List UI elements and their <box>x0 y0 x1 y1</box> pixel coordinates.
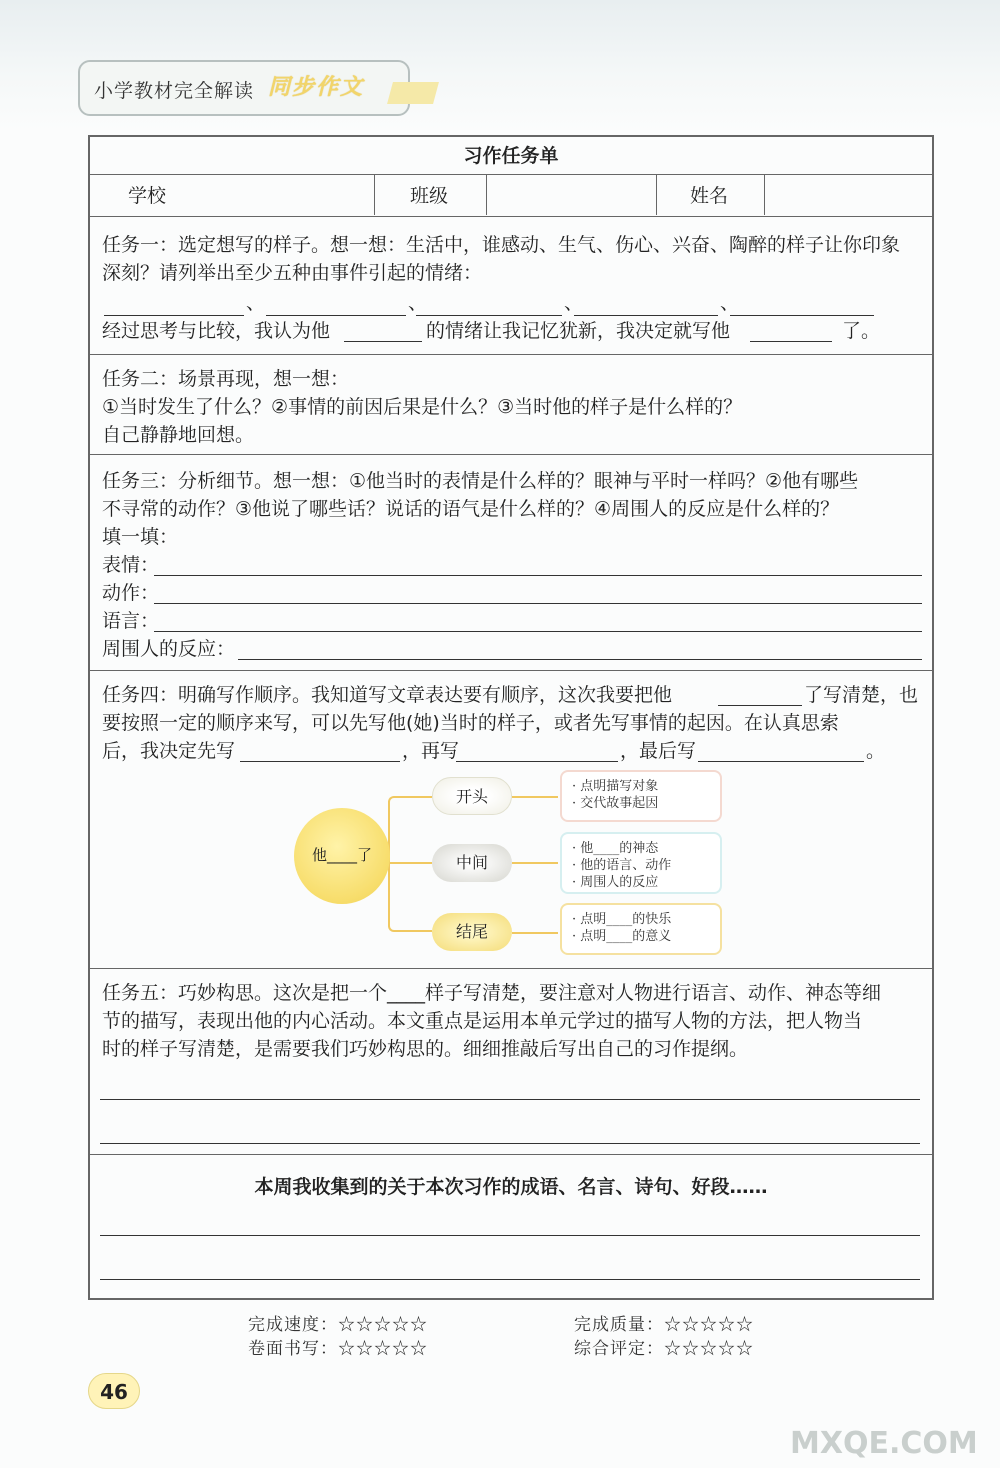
card-ending <box>560 903 722 955</box>
task4-blank-subject[interactable] <box>718 705 802 706</box>
card-item: · 他____的神态 <box>572 841 659 856</box>
task4-line3c: ，最后写 <box>620 740 697 762</box>
separator: 、 <box>720 292 740 314</box>
watermark: MXQE.COM <box>790 1426 978 1461</box>
first-write-blank[interactable] <box>240 761 400 762</box>
task1-sentence-a: 经过思考与比较，我认为他 <box>102 320 331 342</box>
task3-line1: 任务三：分析细节。想一想：①他当时的表情是什么样的？眼神与平时一样吗？②他有哪些 <box>102 470 859 492</box>
task1-sentence-b: 的情绪让我记忆犹新，我决定就写他 <box>426 320 731 342</box>
mindmap-connector <box>512 862 558 864</box>
header-tag-decoration <box>387 82 439 104</box>
task4-line3d: 。 <box>866 740 886 762</box>
task1-line2: 深刻？请列举出至少五种由事件引起的情绪： <box>102 262 483 284</box>
rating-writing: 卷面书写：☆☆☆☆☆ <box>248 1339 428 1359</box>
task4-line1b: 了写清楚，也 <box>804 684 919 706</box>
node-middle: 中间 <box>432 844 512 882</box>
task1-section <box>90 217 932 355</box>
reaction-line[interactable] <box>238 659 922 660</box>
mindmap-connector <box>388 862 432 864</box>
divider <box>374 175 375 215</box>
info-row <box>90 175 932 217</box>
book-header <box>78 60 410 116</box>
worksheet-title-row <box>90 137 932 175</box>
class-label: 班级 <box>410 185 449 207</box>
mindmap-connector <box>512 932 558 934</box>
task4-line3a: 后，我决定先写 <box>102 740 236 762</box>
outline-line-1[interactable] <box>100 1099 920 1100</box>
card-item: · 点明描写对象 <box>572 779 659 794</box>
collection-line-2[interactable] <box>100 1279 920 1280</box>
book-name: 小学教材完全解读 <box>94 80 255 102</box>
emotion-choice-blank[interactable] <box>344 341 422 342</box>
task5-section <box>90 969 932 1155</box>
task4-line2: 要按照一定的顺序来写，可以先写他(她)当时的样子，或者先写事情的起因。在认真思索 <box>102 712 839 734</box>
rating-speed: 完成速度：☆☆☆☆☆ <box>248 1315 428 1335</box>
task5-line2: 节的描写，表现出他的内心活动。本文重点是运用本单元学过的描写人物的方法，把人物当 <box>102 1010 863 1032</box>
reaction-label: 周围人的反应： <box>102 638 236 660</box>
mindmap-bracket <box>388 796 432 932</box>
card-item: · 点明____的快乐 <box>572 912 672 927</box>
separator: 、 <box>246 292 266 314</box>
task4-line1a: 任务四：明确写作顺序。我知道写文章表达要有顺序，这次我要把他 <box>102 684 673 706</box>
card-item: · 点明____的意义 <box>572 929 672 944</box>
rating-quality: 完成质量：☆☆☆☆☆ <box>574 1315 754 1335</box>
task2-line1: 任务二：场景再现，想一想： <box>102 368 350 390</box>
worksheet-table <box>88 135 934 1300</box>
expression-line[interactable] <box>154 575 922 576</box>
card-item: · 他的语言、动作 <box>572 858 672 873</box>
node-opening: 开头 <box>432 777 512 815</box>
action-line[interactable] <box>154 603 922 604</box>
outline-line-2[interactable] <box>100 1143 920 1144</box>
rating-overall: 综合评定：☆☆☆☆☆ <box>574 1339 754 1359</box>
task5-line1: 任务五：巧妙构思。这次是把一个____样子写清楚，要注意对人物进行语言、动作、神态等细 <box>102 982 882 1004</box>
task5-line3: 时的样子写清楚，是需要我们巧妙构思的。细细推敲后写出自己的习作提纲。 <box>102 1038 749 1060</box>
card-item: · 周围人的反应 <box>572 875 659 890</box>
task4-line3b: ，再写 <box>402 740 460 762</box>
then-write-blank[interactable] <box>456 761 618 762</box>
divider <box>656 175 657 215</box>
school-label: 学校 <box>128 185 167 207</box>
task2-line2: ①当时发生了什么？②事情的前因后果是什么？③当时他的样子是什么样的？ <box>102 396 743 418</box>
emotion-blank-4[interactable] <box>574 315 718 316</box>
task3-section <box>90 455 932 671</box>
last-write-blank[interactable] <box>698 761 864 762</box>
worksheet-title: 习作任务单 <box>463 145 559 167</box>
task3-line2: 不寻常的动作？③他说了哪些话？说话的语气是什么样的？④周围人的反应是什么样的？ <box>102 498 840 520</box>
collection-line-1[interactable] <box>100 1235 920 1236</box>
task1-sentence-c: 了。 <box>842 320 881 342</box>
expression-label: 表情： <box>102 554 160 576</box>
task1-line1: 任务一：选定想写的样子。想一想：生活中，谁感动、生气、伤心、兴奋、陶醉的样子让你印象 <box>102 234 901 256</box>
task2-line3: 自己静静地回想。 <box>102 424 255 446</box>
mindmap-center <box>294 808 390 904</box>
mindmap-connector <box>512 796 558 798</box>
action-label: 动作： <box>102 582 160 604</box>
emotion-blank-1[interactable] <box>104 315 244 316</box>
task3-line3: 填一填： <box>102 526 179 548</box>
divider <box>486 175 487 215</box>
card-item: · 交代故事起因 <box>572 796 659 811</box>
emotion-blank-3[interactable] <box>416 315 562 316</box>
write-him-blank[interactable] <box>750 341 832 342</box>
collection-section <box>90 1155 932 1298</box>
series-title: 同步作文 <box>268 74 365 100</box>
page-number: 46 <box>88 1373 140 1409</box>
mindmap-center-label: 他____了 <box>311 846 372 864</box>
emotion-blank-5[interactable] <box>730 315 874 316</box>
emotion-blank-2[interactable] <box>266 315 406 316</box>
speech-line[interactable] <box>154 631 922 632</box>
task2-section <box>90 355 932 455</box>
separator: 、 <box>564 292 584 314</box>
name-label: 姓名 <box>690 185 729 207</box>
task4-section <box>90 671 932 969</box>
node-ending: 结尾 <box>432 913 512 951</box>
card-middle <box>560 832 722 894</box>
divider <box>764 175 765 215</box>
collection-title: 本周我收集到的关于本次习作的成语、名言、诗句、好段…… <box>254 1176 768 1198</box>
card-opening <box>560 770 722 822</box>
separator: 、 <box>408 292 428 314</box>
speech-label: 语言： <box>102 610 160 632</box>
